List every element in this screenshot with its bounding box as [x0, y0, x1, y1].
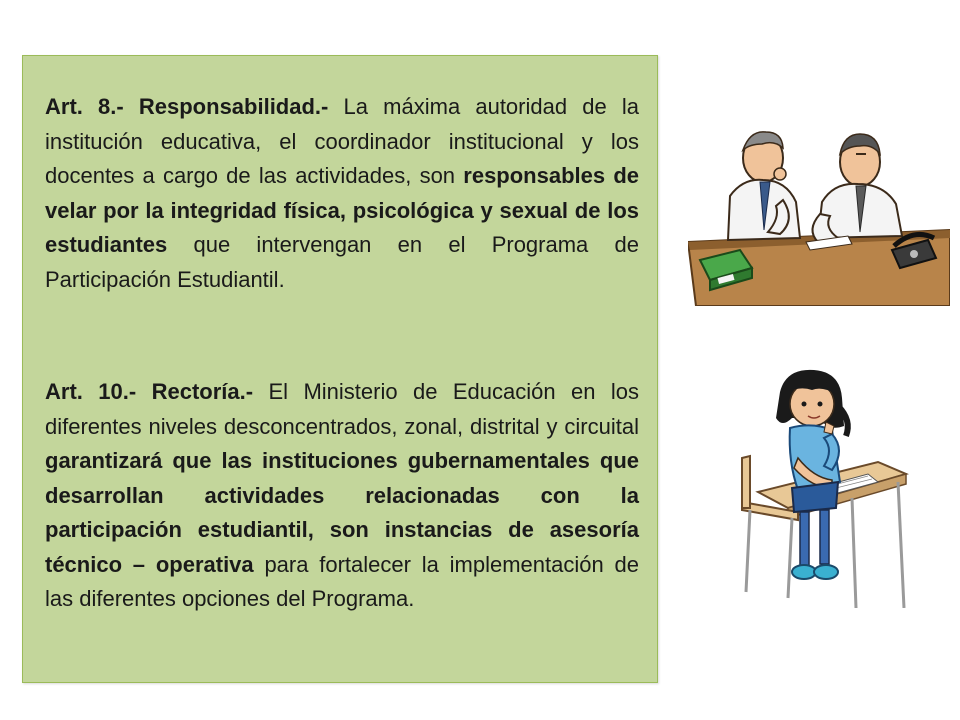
article-10-heading: Art. 10.- Rectoría.-: [45, 379, 254, 404]
article-8: [45, 90, 639, 297]
content-panel: [22, 55, 658, 683]
article-8-text-2: que intervengan en el Programa de Participación Estudiantil.: [45, 232, 639, 292]
article-10-emphasis: garantizará que las instituciones gubernamentales que desarrollan actividades relacionadas con la participación estudiantil, son instancias de asesoría técnico – operativa: [45, 448, 639, 577]
article-10-text-2: para fortalecer la implementación de las diferentes opciones del Programa.: [45, 551, 639, 611]
article-8-emphasis: responsables de velar por la integridad física, psicológica y sexual de los estudiantes: [45, 163, 639, 257]
article-10: [45, 375, 639, 617]
student-illustration: [728, 362, 920, 608]
article-8-heading: Art. 8.- Responsabilidad.-: [45, 94, 329, 119]
article-10-text-1: El Ministerio de Educación en los diferentes niveles desconcentrados, zonal, distrital y circuital: [45, 379, 639, 439]
meeting-illustration: [688, 110, 950, 306]
article-8-text-1: La máxima autoridad de la institución educativa, el coordinador institucional y los docentes a cargo de las actividades, son: [45, 94, 640, 188]
